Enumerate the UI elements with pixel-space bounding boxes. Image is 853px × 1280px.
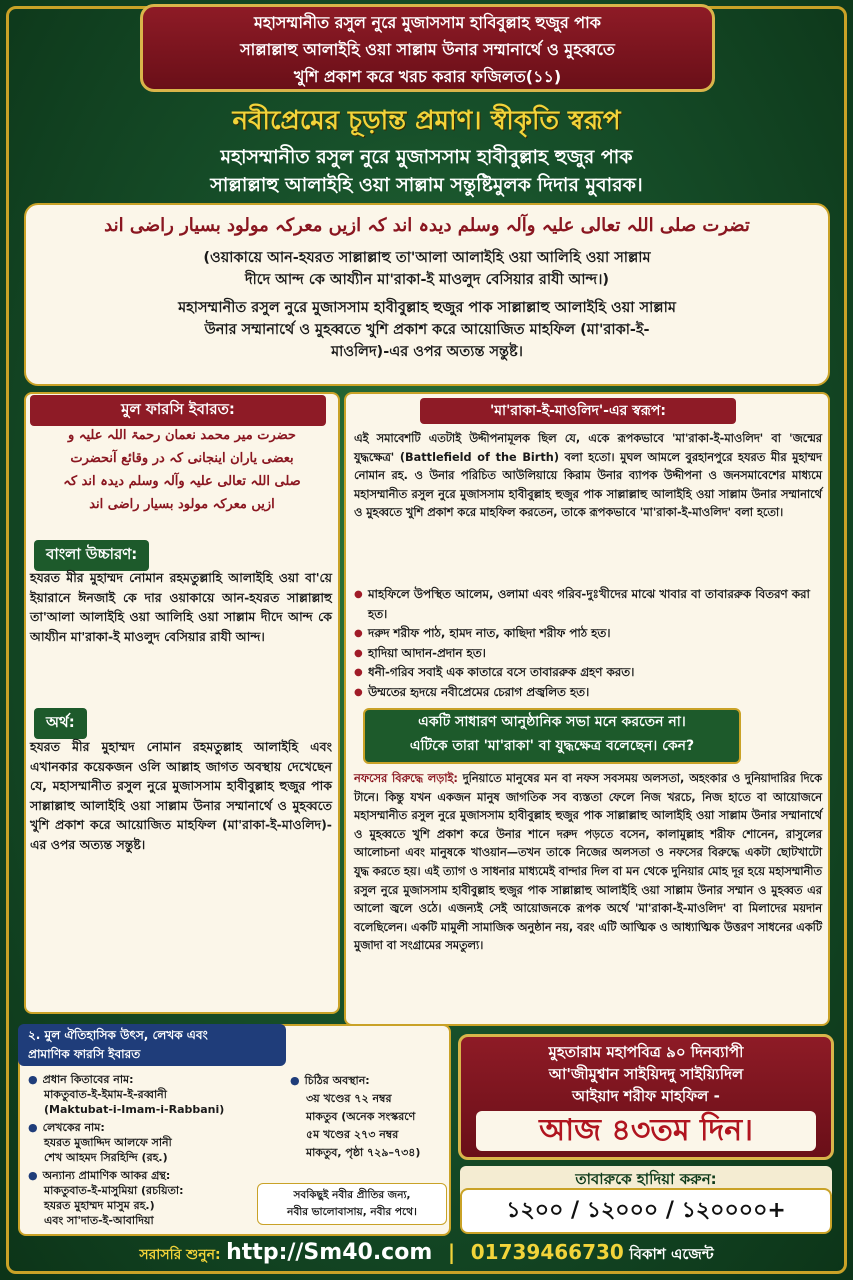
bullet-icon: ● xyxy=(290,1074,300,1087)
meaning-title: অর্থ: xyxy=(34,708,87,739)
mahfil-line2: আ'জীমুশ্বান সাইয়িদদু সাইয়্যিদিল xyxy=(548,1065,744,1083)
question-line1: একটি সাধারণ আনুষ্ঠানিক সভা মনে করতেন না। xyxy=(418,714,686,730)
persian-line4: ازیں معرکہ مولود بسیار راضی اند xyxy=(89,497,275,512)
letter-line2: মাকতুব (অনেক সংস্করণে xyxy=(306,1110,416,1123)
letter-line3: ৫ম খণ্ডের ২৭৩ নম্বর xyxy=(306,1128,399,1141)
nafs-label: নফসের বিরুদ্ধে লড়াই: xyxy=(354,772,458,785)
pronunciation-text: হযরত মীর মুহাম্মদ নোমান রহমতুল্লাহি আলাইহি ওয়া বা'য়ে ইয়ারানে ঈনজাই কে দার ওয়াকায়ে আন-হযরত সাল্লাল্লাহু তা'আলা আলাইহি ওয়া আলিহি ওয়া সাল্লাম দীদে আন্দ কে আয্যীন মা'রাকা-ই মাওলুদ বেসিয়ার রাযী আন্দ। xyxy=(30,570,332,644)
gift-amounts: ১২০০ / ১২০০০ / ১২০০০০+ xyxy=(460,1188,832,1234)
gift-title: তাবারুকে হাদিয়া করুন: xyxy=(460,1166,832,1195)
book-label: প্রধান কিতাবের নাম: xyxy=(42,1073,134,1086)
mahfil-line1: মুহতারাম মহাপবিত্র ৯০ দিনব্যাপী xyxy=(548,1043,744,1061)
book-name-latin: (Maktubat-i-Imam-i-Rabbani) xyxy=(44,1103,225,1116)
slogan-line2: নবীর ভালোবাসায়, নবীর পথে। xyxy=(287,1206,417,1218)
mahfil-banner xyxy=(458,1034,834,1160)
book-name: মাকতুবাত-ই-ইমাম-ই-রব্বানী xyxy=(44,1088,167,1101)
sub-headline-1: মহাসম্মানীত রসুল নুরে মুজাসসাম হাবীবুল্লাহ হুজুর পাক xyxy=(220,146,633,168)
list-item: ● উম্মতের হৃদয়ে নবীপ্রেমের চেরাগ প্রজ্বলিত হত। xyxy=(354,683,822,703)
question-line2: এটিকে তারা 'মা'রাকা' বা যুদ্ধক্ষেত্র বলেছেন। কেন? xyxy=(409,738,695,754)
website-link[interactable]: http://Sm40.com xyxy=(226,1240,433,1265)
list-item: ● ধনী-গরিব সবাই এক কাতারে বসে তাবাররুক গ্রহণ করত। xyxy=(354,663,822,683)
footer xyxy=(0,1240,853,1276)
history-title xyxy=(18,1024,286,1066)
persian-line2: بعضی یاران اینجانی کہ در وقائع آنحضرت xyxy=(70,451,294,466)
other-line2: হযরত মুহাম্মদ মাসুম রহ.) xyxy=(44,1199,155,1212)
quote-note-line1: মহাসম্মানীত রসুল নুরে মুজাসসাম হাবীবুল্লাহ হুজুর পাক সাল্লাল্লাহু আলাইহি ওয়া সাল্লাম xyxy=(178,300,676,316)
author-item xyxy=(28,1120,263,1165)
meaning-text: হযরত মীর মুহাম্মদ নোমান রহমতুল্লাহ আলাইহি এবং এখানকার কয়েকজন ওলি আল্লাহ জাগত অবস্থায় দেখেছেন যে, মহাসম্মানীত রসুল নুরে মুজাসসাম হাবীবুল্লাহ হুজুর পাক সাল্লাল্লাহু আলাইহি ওয়া সাল্লাম উনার সম্মানার্থে ও মুহব্বতে খুশি প্রকাশ করে আয়োজিত মাহফিল (মা'রাকা-ই-মাওলিদ)-এর ওপর অত্যন্ত সন্তুষ্ট। xyxy=(30,739,332,852)
question-banner xyxy=(363,708,741,764)
letter-label: চিঠির অবস্থান: xyxy=(304,1074,370,1087)
quote-arabic: تضرت صلی اللہ تعالی علیہ وآلہ وسلم دیدہ اند کہ ازیں معرکہ مولود بسیار راضی اند xyxy=(104,215,750,236)
other-books-item xyxy=(28,1168,263,1228)
persian-line1: حضرت میر محمد نعمان رحمۃ اللہ علیہ و xyxy=(68,428,296,443)
top-banner-line3: খুশি প্রকাশ করে খরচ করার ফজিলত(১১) xyxy=(293,67,562,86)
quote-trans-line2: দীদে আন্দ কে আয্যীন মা'রাকা-ই মাওলুদ বেসিয়ার রাযী আন্দ।) xyxy=(244,272,610,288)
author-line1: হযরত মুজাদ্দিদ আলফে সানী xyxy=(44,1136,172,1149)
bullet-icon: ● xyxy=(28,1169,38,1182)
other-line1: মাকতুবাত-ই-মাসুমিয়া (রচয়িতা: xyxy=(44,1184,184,1197)
mahfil-line3: আইয়াদ শরীফ মাহফিল - xyxy=(572,1087,720,1105)
persian-text xyxy=(34,424,330,516)
quote-transliteration xyxy=(40,247,814,291)
sub-headline-2: সাল্লাল্লাহু আলাইহি ওয়া সাল্লাম সন্তুষ্টিমুলক দিদার মুবারক। xyxy=(210,174,643,196)
bullet-icon: ● xyxy=(28,1121,38,1134)
other-line3: এবং সা'দাত-ই-আবাদিয়া xyxy=(44,1214,154,1227)
letter-line4: মাকতুব, পৃষ্ঠা ৭২৯–৭৩৪) xyxy=(306,1146,421,1159)
footer-separator: | xyxy=(447,1240,456,1264)
main-headline: নবীপ্রেমের চূড়ান্ত প্রমাণ। স্বীকৃতি স্বরূপ xyxy=(232,106,621,136)
list-item: ● হাদিয়া আদান-প্রদান হত। xyxy=(354,644,822,664)
right-panel-title: 'মা'রাকা-ই-মাওলিদ'-এর স্বরূপ: xyxy=(420,398,736,424)
quote-note-line3: মাওলিদ)-এর ওপর অত্যন্ত সন্তুষ্ট। xyxy=(331,344,523,360)
nafs-body: দুনিয়াতে মানুষের মন বা নফস সবসময় অলসতা, অহংকার ও দুনিয়াদারির দিকে টানে। কিন্তু যখন একজন মানুষ জাগতিক সব ব্যস্ততা ফেলে নিজ খরচে, নিজ হাতে বা আয়োজনে মহাসম্মানীত রসুল নুরে মুজাসসাম হাবীবুল্লাহ হুজুর পাক সাল্লাল্লাহু আলাইহি ওয়া সাল্লাম উনার সম্মানার্থে ও মুহব্বতে খুশি প্রকাশ করে উনার শানে দরুদ পড়তে বসেন, কালামুল্লাহ শরীফ শোনেন, রাসুলের আলোচনা এবং মানুষকে খাওয়ান—তখন তাকে নিজের অলসতা ও নফসের বিরুদ্ধে একটা ছোটখাটো যুদ্ধ করতে হয়। এই ত্যাগ ও সাধনার মাধ্যমেই বান্দার দিল বা মন থেকে দুনিয়ার মোহ দূর হয়ে মহাসম্মানীত রসুল নুরে মুজাসসাম হাবীবুল্লাহ হুজুর পাক সাল্লাল্লাহু আলাইহি ওয়া সাল্লাম উনার সম্মান ও মুহব্বত এর আলো জ্বলে ওঠে। এজন্যই সেই আয়োজনকে রূপক অর্থে 'মা'রাকা-ই-মাওলিদ' বা মিলাদের ময়দান বলেছিলেন। একটি মামুলী সামাজিক অনুষ্ঠান নয়, বরং এটি আত্মিক ও আধ্যাত্মিক উত্তরণ সাধনের একটি মুজাদা বা সংগ্রামের সমতুল্য। xyxy=(354,772,822,953)
book-item xyxy=(28,1072,263,1117)
letter-item xyxy=(290,1072,450,1162)
right-intro-text: এই সমাবেশটি এতটাই উদ্দীপনামূলক ছিল যে, একে রূপকভাবে 'মা'রাকা-ই-মাওলিদ' বা 'জন্মের যুদ্ধক্ষেত্র' (Battlefield of the Birth) বলা হতো। মুঘল আমলে বুরহানপুরে হযরত মীর মুহাম্মদ নোমান রহ. ও উনার পরিচিত আউলিয়ায়ে কিরাম উনার ব্যাপক উদ্দীপনা ও জনসমাবেশের মাধ্যমে মহাসম্মানীত রসুল নুরে মুজাসসাম হাবীবুল্লাহ হুজুর পাক সাল্লাল্লাহু আলাইহি ওয়া সাল্লাম উনার সম্মানার্থে ও মুহব্বতে খুশি প্রকাশ করে মাহফিল করতেন, তাকে রূপকভাবে 'মা'রাকা-ই-মাওলিদ' বলা হতো। xyxy=(354,432,822,520)
top-banner-line2: সাল্লাল্লাহু আলাইহি ওয়া সাল্লাম উনার সম্মানার্থে ও মুহব্বতে xyxy=(240,40,615,59)
history-title-line1: ২. মুল ঐতিহাসিক উৎস, লেখক এবং xyxy=(28,1028,208,1042)
quote-note-line2: উনার সম্মানার্থে ও মুহব্বতে খুশি প্রকাশ করে আয়োজিত মাহফিল (মা'রাকা-ই- xyxy=(204,322,650,338)
quote-box xyxy=(24,203,830,386)
quote-note xyxy=(40,297,814,363)
slogan-line1: সবকিছুই নবীর প্রীতির জন্য, xyxy=(293,1189,411,1201)
other-label: অন্যান্য প্রামাণিক আকর গ্রন্থ: xyxy=(42,1169,171,1182)
nafs-text xyxy=(354,770,822,956)
agent-label: বিকাশ এজেন্ট xyxy=(629,1245,714,1263)
feature-list xyxy=(354,585,822,702)
top-banner-line1: মহাসম্মানীত রসুল নুরে মুজাসসাম হাবিবুল্লাহ হুজুর পাক xyxy=(253,13,602,32)
persian-title: মুল ফারসি ইবারত: xyxy=(30,395,326,426)
listen-label: সরাসরি শুনুন: xyxy=(139,1247,221,1263)
mahfil-day-count: আজ ৪৩তম দিন। xyxy=(476,1111,816,1151)
pronunciation-title: বাংলা উচ্চারণ: xyxy=(34,540,149,571)
list-item: ● মাহফিলে উপস্থিত আলেম, ওলামা এবং গরিব-দুঃখীদের মাঝে খাবার বা তাবাররুক বিতরণ করা হত। xyxy=(354,585,822,624)
author-line2: শেখ আহমদ সিরহিন্দি (রহ.) xyxy=(44,1151,168,1164)
letter-line1: ৩য় খণ্ডের ৭২ নম্বর xyxy=(306,1092,392,1105)
slogan-box xyxy=(257,1183,447,1225)
phone-number[interactable]: 01739466730 xyxy=(470,1240,624,1264)
quote-trans-line1: (ওয়াকায়ে আন-হযরত সাল্লাল্লাহু তা'আলা আলাইহি ওয়া আলিহি ওয়া সাল্লাম xyxy=(203,250,651,266)
list-item: ● দরুদ শরীফ পাঠ, হামদ নাত, কাছিদা শরীফ পাঠ হত। xyxy=(354,624,822,644)
bullet-icon: ● xyxy=(28,1073,38,1086)
persian-line3: صلی اللہ تعالی علیہ وآلہ وسلم دیدہ اند کہ xyxy=(63,474,301,489)
author-label: লেখকের নাম: xyxy=(42,1121,105,1134)
top-banner xyxy=(140,4,715,92)
history-title-line2: প্রামাণিক ফারসি ইবারত xyxy=(28,1047,141,1061)
